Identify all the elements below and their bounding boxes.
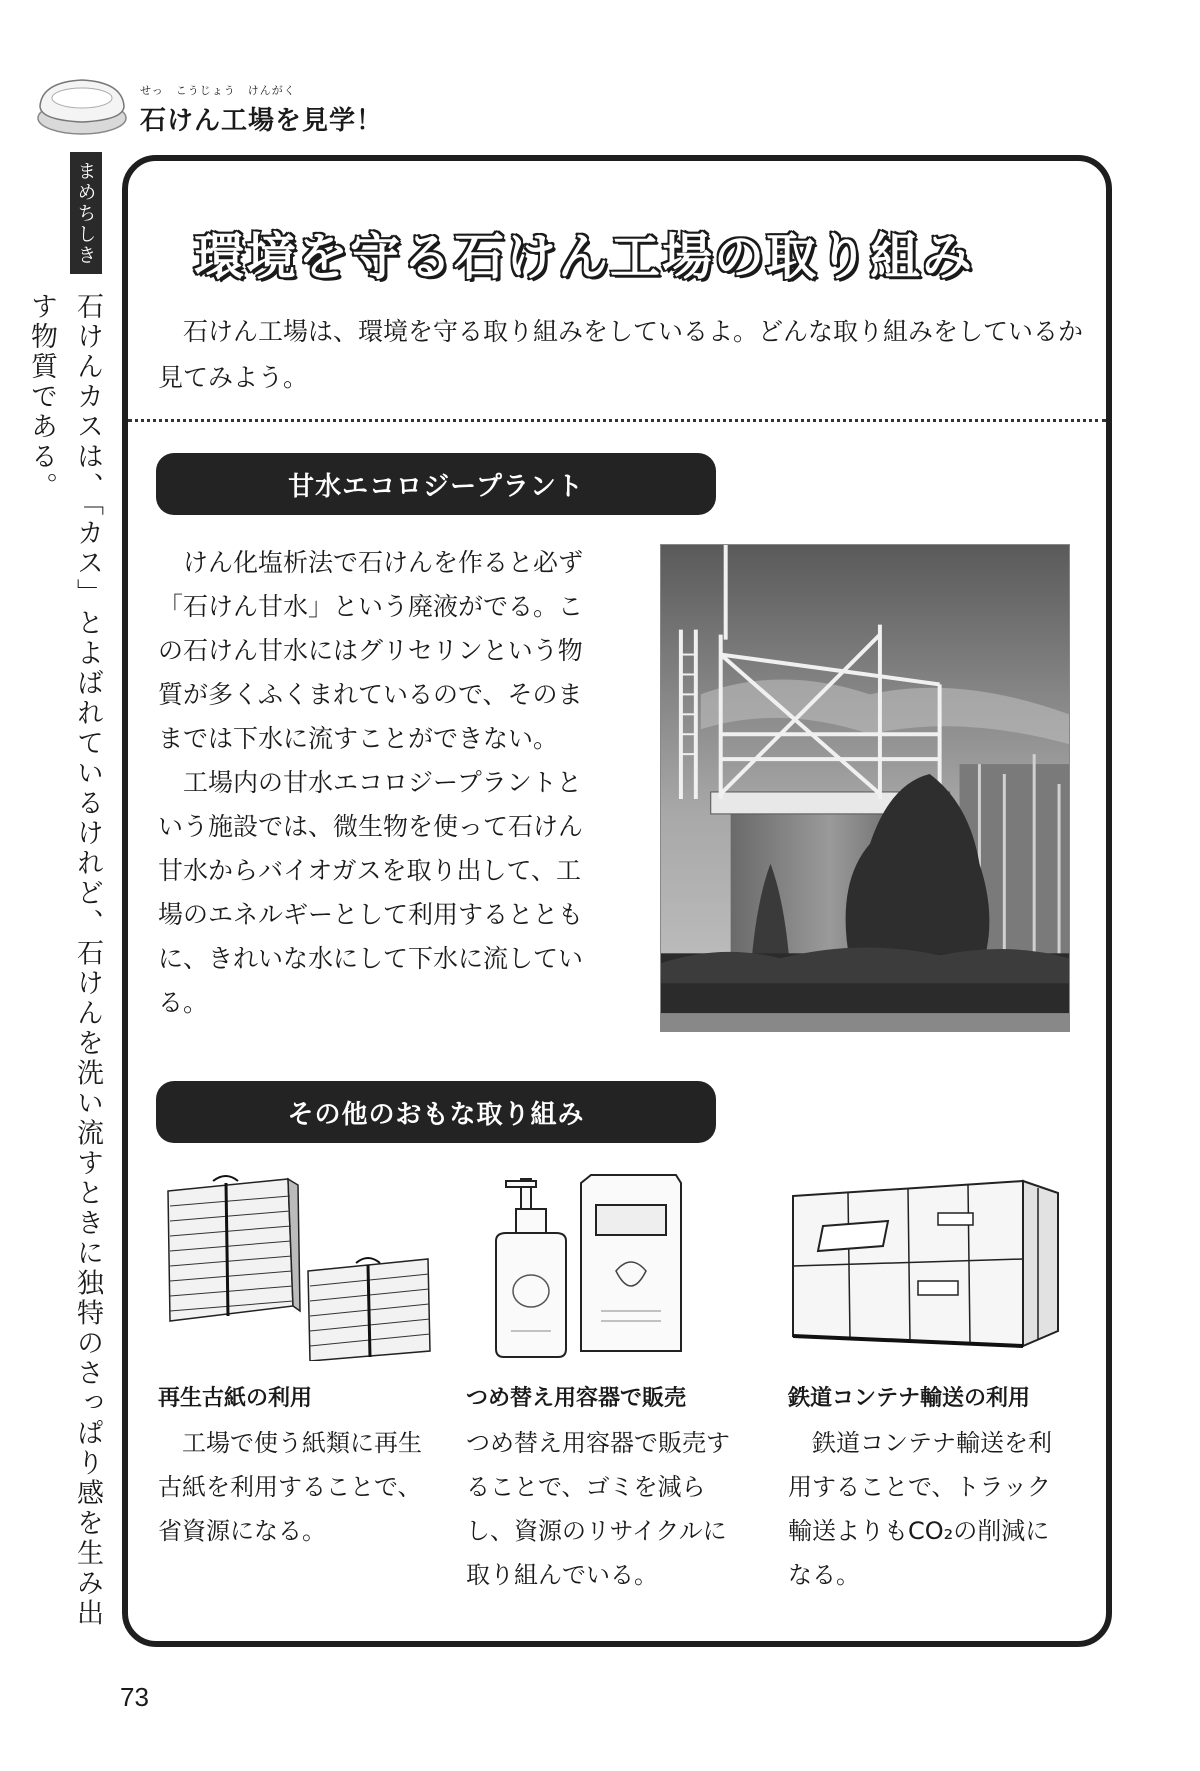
effort-text: つめ替え用容器で販売することで、ゴミを減らし、資源のリサイクルに取り組んでいる。 [466,1429,730,1589]
refill-bottle-illustration [466,1171,766,1361]
effort-text: 鉄道コンテナ輸送を利用することで、トラック輸送よりもCO₂の削減になる。 [788,1429,1052,1589]
trivia-text: 石けんカスは、「カス」とよばれているけれど、石けんを洗い流すときに独特のさっぱり感を生み出す物質である。 [26,292,103,1629]
ecology-plant-text [158,541,588,1025]
effort-title: つめ替え用容器で販売 [466,1386,687,1411]
effort-title: 再生古紙の利用 [158,1386,313,1411]
page-title: 環境を守る石けん工場の取り組み [194,228,974,286]
rail-container-illustration [788,1171,1088,1361]
effort-title: 鉄道コンテナ輸送の利用 [788,1386,1031,1411]
section-heading-ecology-plant: 甘水エコロジープラント [156,453,716,515]
dotted-divider [128,419,1106,422]
effort-recycled-paper [158,1171,458,1621]
effort-rail-container [788,1171,1088,1621]
section-title [140,84,384,137]
effort-text: 工場で使う紙類に再生古紙を利用することで、省資源になる。 [158,1429,422,1545]
paragraph: けん化塩析法で石けんを作ると必ず「石けん甘水」という廃液がでる。この石けん甘水にはグリセリンという物質が多くふくまれているので、そのままでは下水に流すことができない。 [158,548,584,753]
paragraph: 工場内の甘水エコロジープラントという施設では、微生物を使って石けん甘水からバイオガスを取り出して、工場のエネルギーとして利用するとともに、きれいな水にして下水に流している。 [158,768,584,1017]
section-heading-other-efforts: その他のおもな取り組み [156,1081,716,1143]
ecology-plant-photo [660,544,1070,1032]
section-title-ruby: せっ こうじょう けんがく [140,84,296,97]
efforts-list [148,1171,1098,1621]
trivia-tag: まめちしき [70,152,102,274]
paper-stack-illustration [158,1171,458,1361]
intro-text: 石けん工場は、環境を守る取り組みをしているよ。どんな取り組みをしているか見てみよう。 [158,317,1084,392]
soap-bar-icon [32,68,132,140]
effort-refill-container [466,1171,766,1621]
content-frame [122,155,1112,1647]
section-title-text: 石けん工場を見学！ [140,106,384,136]
page-number: 73 [120,1682,149,1712]
